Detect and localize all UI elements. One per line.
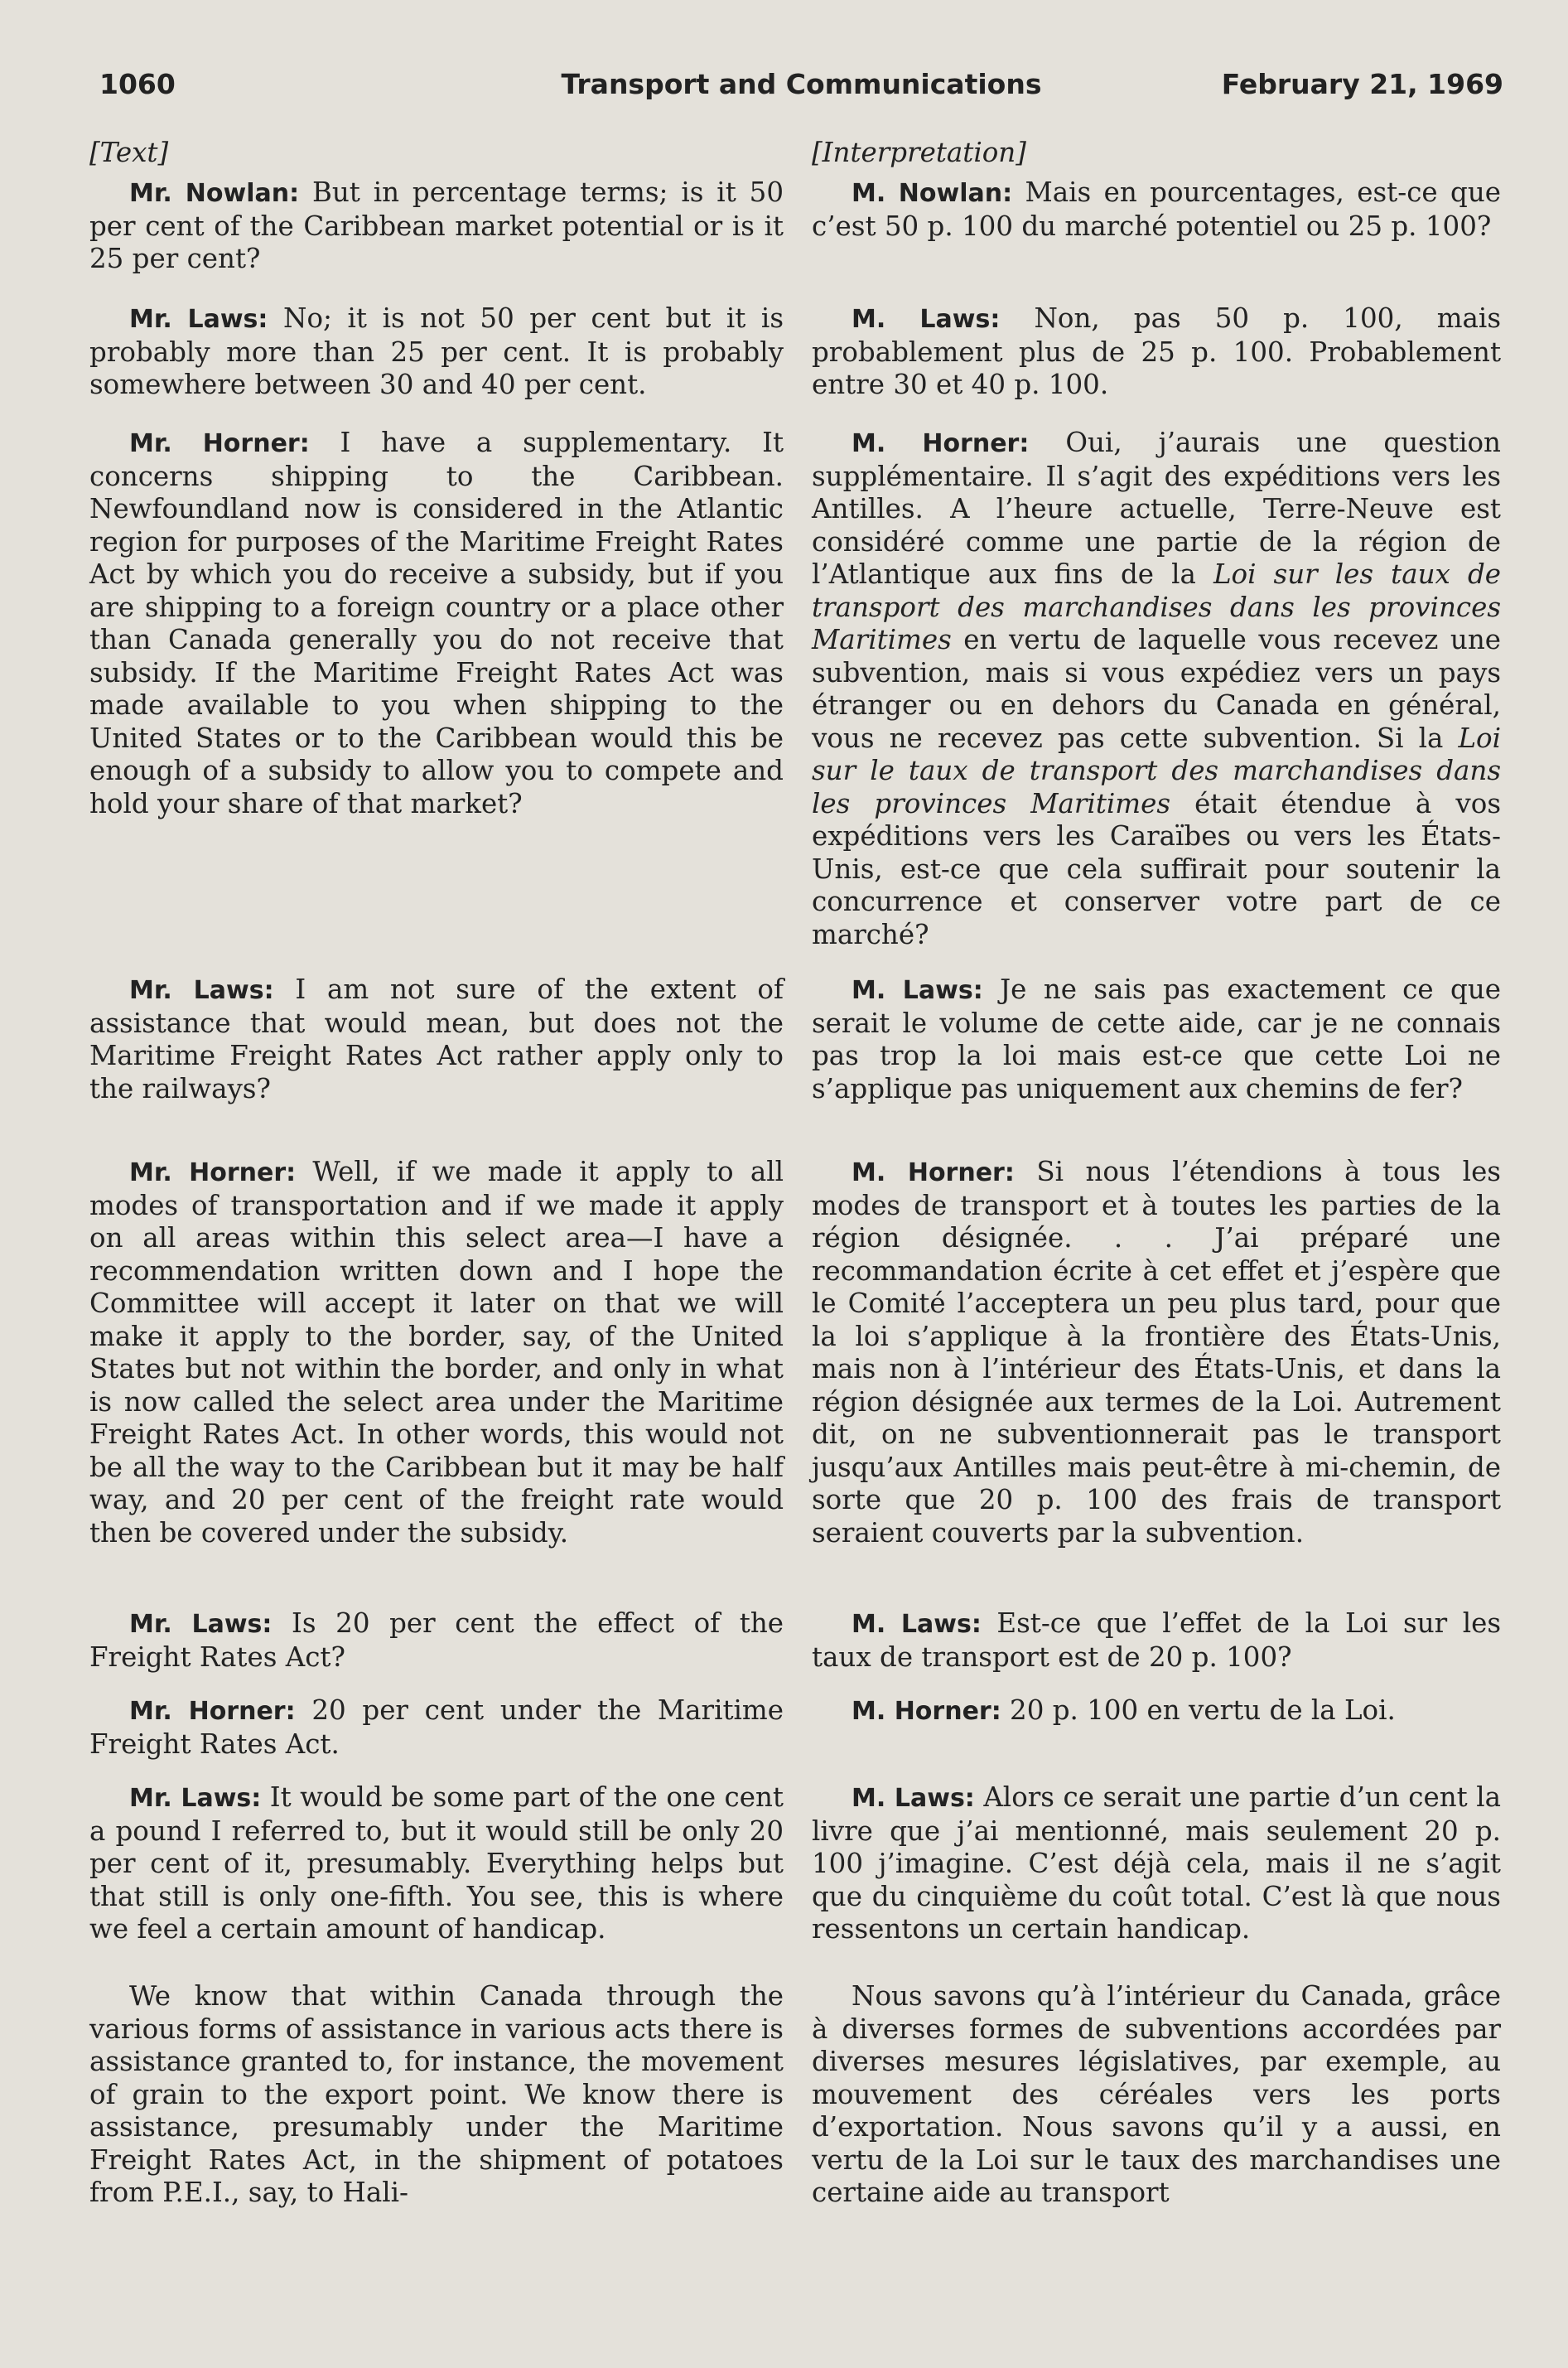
paragraph-text: It would be some part of the one cent a pound I referred to, but it would still be only 20 per cent of it, presumably. Everything helps but that still is only one-fifth. You see, this is where we feel a certain amount of handicap. — [89, 1781, 784, 1945]
paragraph — [89, 1607, 784, 1674]
paragraph — [89, 427, 784, 820]
paragraph-text: Je ne sais pas exactement ce que serait le volume de cette aide, car je ne connais pas trop la loi mais est-ce que cette Loi ne s’applique pas uniquement aux chemins de fer? — [812, 974, 1501, 1104]
paragraph-text: Well, if we made it apply to all modes of transportation and if we made it apply on all areas within this select area—I have a recommendation written down and I hope the Committee will accept it later on that we will make it apply to the border, say, of the United States but not within the border, and only in what is now called the select area under the Maritime Freight Rates Act. In other words, this would not be all the way to the Caribbean but it may be half way, and 20 per cent of the freight rate would then be covered under the subsidy. — [89, 1156, 784, 1549]
paragraph-text: We know that within Canada through the various forms of assistance in various acts there is assistance granted to, for instance, the movement of grain to the export point. We know there is assistance, presumably under the Maritime Freight Rates Act, in the shipment of potatoes from P.E.I., say, to Hali- — [89, 1980, 784, 2208]
speaker: M. Laws: — [852, 976, 983, 1005]
speaker: M. Nowlan: — [852, 179, 1013, 208]
page-number: 1060 — [99, 68, 176, 100]
page-date: February 21, 1969 — [1221, 68, 1503, 100]
paragraph — [812, 1156, 1501, 1549]
french-column — [812, 137, 1502, 2208]
paragraph — [89, 302, 784, 402]
paragraph-text: Est-ce que l’effet de la Loi sur les taux de transport est de 20 p. 100? — [812, 1607, 1502, 1673]
paragraph — [812, 1607, 1501, 1674]
paragraph — [89, 1781, 784, 1946]
text-label: [Text] — [89, 137, 169, 168]
speaker: M. Laws: — [852, 1610, 982, 1639]
speaker: Mr. Horner: — [129, 429, 310, 458]
paragraph — [812, 176, 1501, 243]
paragraph-text: Mais en pourcentages, est-ce que c’est 50 p. 100 du marché potentiel ou 25 p. 100? — [812, 176, 1501, 242]
paragraph-text: But in percentage terms; is it 50 per cent of the Caribbean market potential or is it 25 per cent? — [89, 176, 784, 274]
paragraph-text: Si nous l’étendions à tous les modes de transport et à toutes les parties de la région désignée. . . J’ai préparé une recommandation écrite à cet effet et j’espère que le Comité l’acceptera un peu plus tard, pour que la loi s’applique à la frontière des États-Unis, mais non à l’intérieur des États-Unis, et dans la région désignée aux termes de la Loi. Autrement dit, on ne subventionnerait pas le transport jusqu’aux Antilles mais peut-être à mi-chemin, de sorte que 20 p. 100 des frais de transport seraient couverts par la subvention. — [812, 1156, 1501, 1549]
paragraph — [89, 1980, 784, 2210]
act-title: Loi sur le taux de transport des marchandises dans les provinces Maritimes — [812, 722, 1501, 819]
speaker: M. Horner: — [852, 429, 1030, 458]
paragraph-text: Non, pas 50 p. 100, mais probablement plus de 25 p. 100. Probablement entre 30 et 40 p. 100. — [812, 302, 1501, 400]
page-header — [99, 68, 1503, 109]
paragraph — [812, 974, 1501, 1105]
paragraph — [812, 1980, 1501, 2210]
running-title: Transport and Communications — [561, 68, 1042, 100]
speaker: Mr. Horner: — [129, 1697, 296, 1726]
paragraph-text: Oui, j’aurais une question supplémentaire. Il s’agit des expéditions vers les Antilles. A l’heure actuelle, Terre-Neuve est considéré comme une partie de la région de l’Atlantique aux fins de la — [812, 427, 1501, 590]
paragraph — [89, 1694, 784, 1761]
interpretation-label: [Interpretation] — [812, 137, 1026, 168]
paragraph-text: Nous savons qu’à l’intérieur du Canada, grâce à diverses formes de subventions accordées par diverses mesures législatives, par exemple, au mouvement des céréales vers les ports d’exportation. Nous savons qu’il y a aussi, en vertu de la Loi sur le taux des marchandises une certaine aide au transport — [812, 1980, 1501, 2208]
paragraph-text: était étendue à vos expéditions vers les Caraïbes ou vers les États-Unis, est-ce que cela suffirait pour soutenir la concurrence et conserver votre part de ce marché? — [812, 787, 1502, 950]
speaker: Mr. Laws: — [129, 1784, 262, 1813]
speaker: M. Horner: — [852, 1158, 1015, 1187]
speaker: Mr. Laws: — [129, 976, 274, 1005]
paragraph — [89, 1156, 784, 1549]
paragraph — [812, 427, 1501, 951]
paragraph-text: 20 p. 100 en vertu de la Loi. — [1010, 1694, 1396, 1726]
paragraph-text: No; it is not 50 per cent but it is probably more than 25 per cent. It is probably somewhere between 30 and 40 per cent. — [89, 302, 784, 400]
speaker: Mr. Laws: — [129, 305, 268, 334]
paragraph-text: en vertu de laquelle vous recevez une subvention, mais si vous expédiez vers un pays étranger ou en dehors du Canada en général, vous ne recevez pas cette subvention. Si la — [812, 624, 1501, 754]
speaker: Mr. Horner: — [129, 1158, 297, 1187]
paragraph — [812, 1781, 1501, 1946]
speaker: M. Laws: — [852, 1784, 975, 1813]
paragraph — [89, 176, 784, 276]
speaker: Mr. Laws: — [129, 1610, 273, 1639]
act-title: Loi sur les taux de transport des marchandises dans les provinces Maritimes — [812, 558, 1501, 655]
paragraph-text: 20 per cent under the Maritime Freight Rates Act. — [89, 1694, 784, 1760]
paragraph — [812, 302, 1501, 402]
paragraph — [89, 974, 784, 1105]
paragraph-text: Alors ce serait une partie d’un cent la livre que j’ai mentionné, mais seulement 20 p. 100 j’imagine. C’est déjà cela, mais il ne s’agit que du cinquième du coût total. C’est là que nous ressentons un certain handicap. — [812, 1781, 1501, 1945]
speaker: M. Horner: — [852, 1697, 1001, 1726]
paragraph-text: I have a supplementary. It concerns shipping to the Caribbean. Newfoundland now is considered in the Atlantic region for purposes of the Maritime Freight Rates Act by which you do receive a subsidy, but if you are shipping to a foreign country or a place other than Canada generally you do not receive that subsidy. If the Maritime Freight Rates Act was made available to you when shipping to the United States or to the Caribbean would this be enough of a subsidy to allow you to compete and hold your share of that market? — [89, 427, 784, 819]
paragraph-text: I am not sure of the extent of assistance that would mean, but does not the Maritime Freight Rates Act rather apply only to the railways? — [89, 974, 784, 1104]
speaker: Mr. Nowlan: — [129, 179, 300, 208]
paragraph — [812, 1694, 1501, 1728]
paragraph-text: Is 20 per cent the effect of the Freight Rates Act? — [89, 1607, 784, 1673]
english-column — [89, 137, 784, 2208]
speaker: M. Laws: — [852, 305, 1001, 334]
